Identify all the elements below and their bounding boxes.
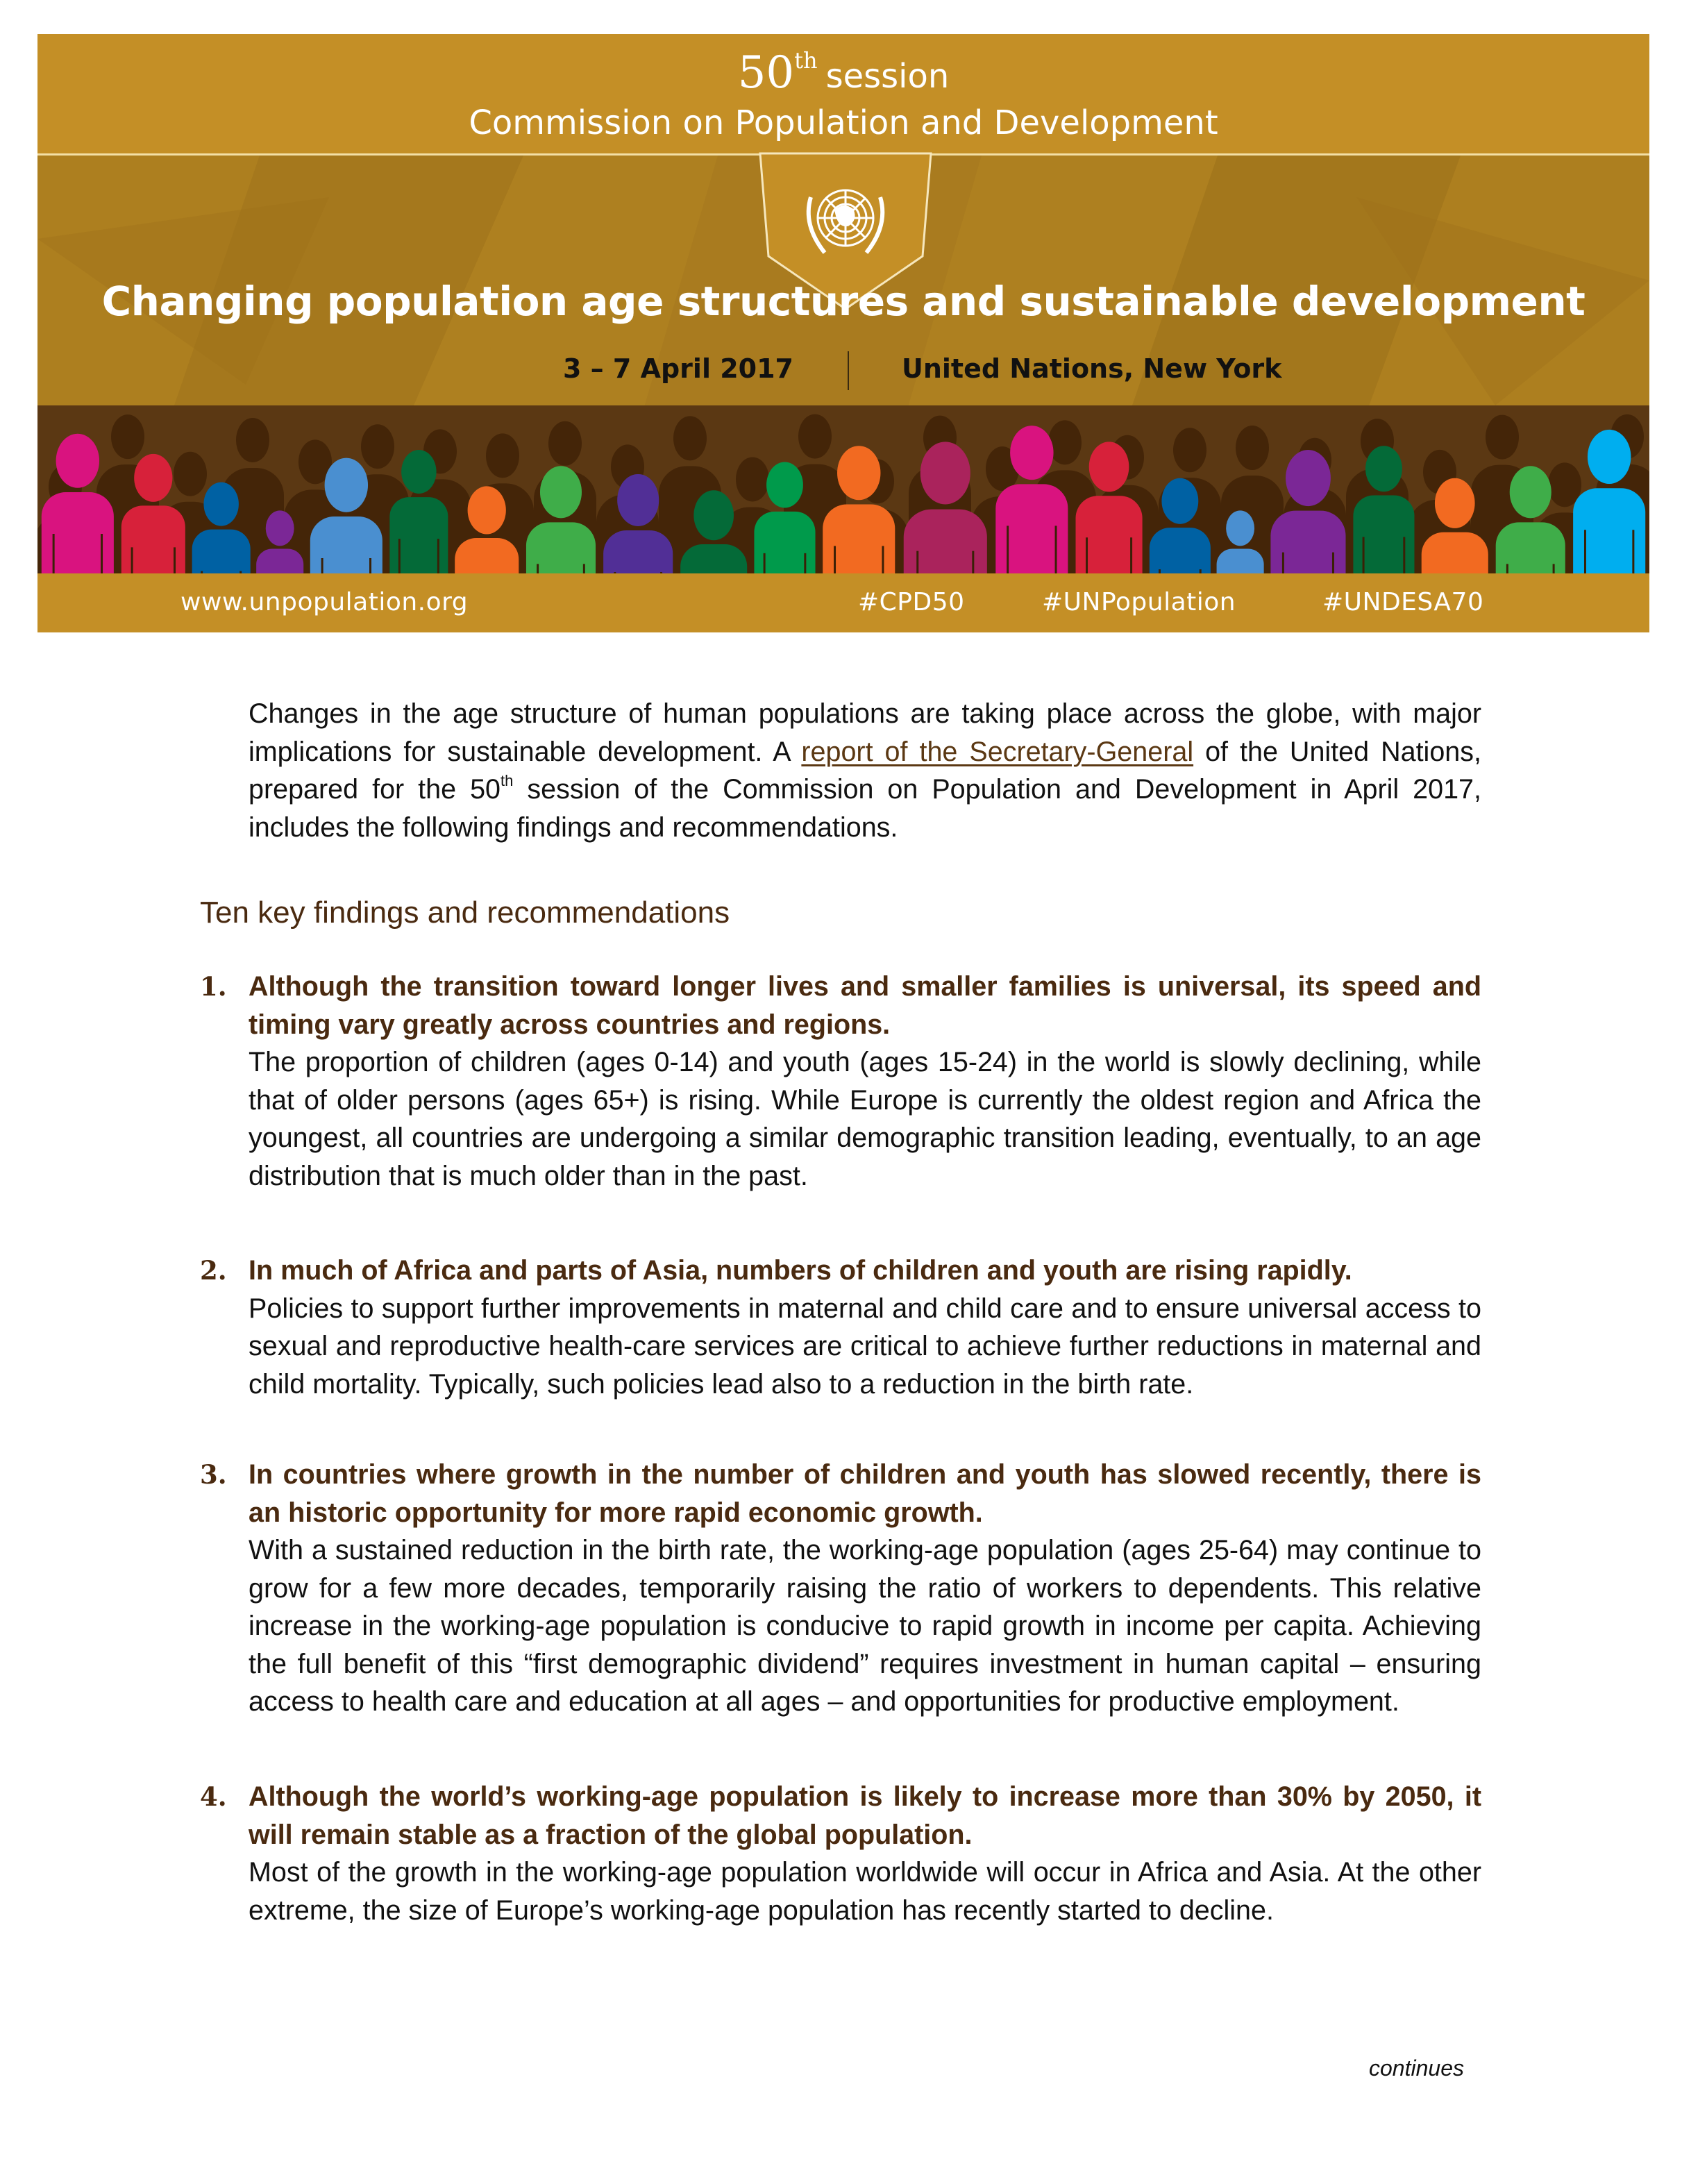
- finding-item: [200, 968, 1481, 1195]
- finding-item: [200, 1456, 1481, 1721]
- continues-label: continues: [1369, 2056, 1464, 2081]
- event-location: United Nations, New York: [902, 353, 1282, 384]
- intro-paragraph: [249, 695, 1481, 846]
- finding-heading: In countries where growth in the number of children and youth has slowed recently, there is an historic opportunity for more rapid economic growth.: [249, 1459, 1481, 1528]
- intro-text-2: of the United Nations, prepared for the 50: [249, 736, 1481, 805]
- finding-heading: Although the transition toward longer lives and smaller families is universal, its speed and timing vary greatly across countries and regions.: [249, 971, 1481, 1040]
- finding-heading: Although the world’s working-age population is likely to increase more than 30% by 2050, it will remain stable as a fraction of the global population.: [249, 1781, 1481, 1850]
- finding-item: [200, 1252, 1481, 1403]
- intro-superscript: th: [501, 772, 514, 789]
- session-suffix: th: [794, 47, 818, 74]
- intro-text-3: session of the Commission on Population and Development in April 2017, includes the following findings and recommendations.: [249, 774, 1482, 843]
- hashtag-unpopulation[interactable]: #UNPopulation: [1042, 588, 1236, 616]
- commission-name: Commission on Population and Development: [469, 103, 1218, 142]
- banner-title: Changing population age structures and sustainable development: [101, 278, 1586, 325]
- details-divider: [848, 351, 849, 390]
- finding-number: 4.: [200, 1781, 227, 1812]
- section-title: Ten key findings and recommendations: [200, 896, 730, 930]
- session-number: 50: [737, 47, 795, 99]
- banner-footer: [37, 573, 1649, 632]
- finding-number: 2.: [200, 1255, 227, 1286]
- session-word: session: [825, 57, 950, 96]
- finding-heading: In much of Africa and parts of Asia, numbers of children and youth are rising rapidly.: [249, 1255, 1352, 1286]
- finding-text: With a sustained reduction in the birth rate, the working-age population (ages 25-64) may continue to grow for a few more decades, temporarily raising the ratio of workers to dependents. This relative increase in the working-age population is conducive to rapid growth in income per capita. Achieving the full benefit of this “first demographic dividend” requires investment in human capital – ensuring access to health care and education at all ages – and opportunities for productive employment.: [249, 1535, 1481, 1717]
- finding-number: 1.: [200, 971, 227, 1002]
- finding-number: 3.: [200, 1459, 227, 1490]
- finding-item: [200, 1778, 1481, 1929]
- event-dates: 3 – 7 April 2017: [563, 353, 793, 384]
- intro-text-1: Changes in the age structure of human populations are taking place across the globe, with major implications for sustainable development. A: [249, 698, 1481, 767]
- finding-text: Policies to support further improvements in maternal and child care and to ensure universal access to sexual and reproductive health-care services are critical to achieve further reductions in maternal and child mortality. Typically, such policies lead also to a reduction in the birth rate.: [249, 1293, 1481, 1400]
- event-banner: [37, 34, 1649, 632]
- event-details: [37, 351, 1649, 393]
- hashtag-cpd50[interactable]: #CPD50: [858, 588, 965, 616]
- website-link[interactable]: www.unpopulation.org: [180, 588, 469, 616]
- finding-text: Most of the growth in the working-age population worldwide will occur in Africa and Asia. At the other extreme, the size of Europe’s working-age population has recently started to decline.: [249, 1857, 1481, 1926]
- session-label: [37, 47, 1649, 99]
- finding-text: The proportion of children (ages 0-14) and youth (ages 15-24) in the world is slowly declining, while that of older persons (ages 65+) is rising. While Europe is currently the oldest region and Africa the youngest, all countries are undergoing a similar demographic transition leading, eventually, to an age distribution that is much older than in the past.: [249, 1047, 1481, 1191]
- hashtag-undesa70[interactable]: #UNDESA70: [1322, 588, 1484, 616]
- report-link[interactable]: report of the Secretary-General: [801, 736, 1194, 767]
